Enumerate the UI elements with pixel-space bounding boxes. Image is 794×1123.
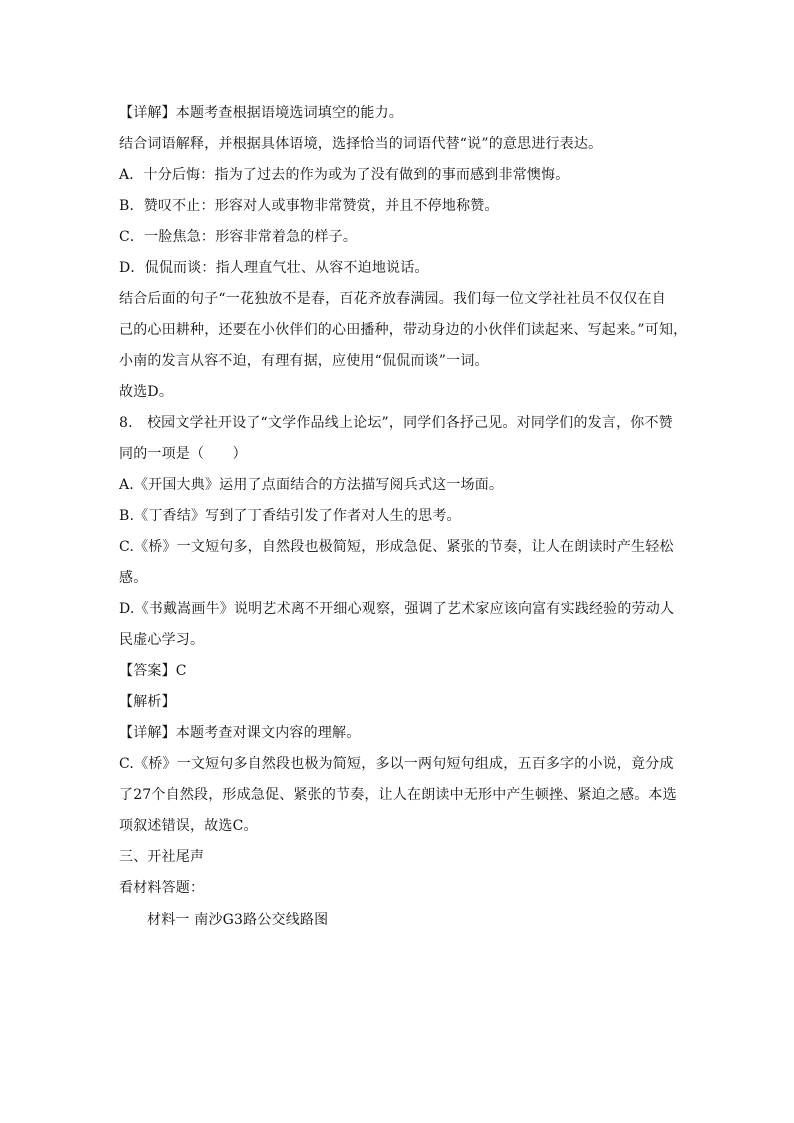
analysis-heading: 【解析】 — [119, 694, 176, 710]
material-title: 材料一 南沙G3路公交线路图 — [147, 912, 329, 928]
detail-heading-line: 【详解】本题考查根据语境选词填空的能力。 — [119, 105, 403, 121]
paragraph-line: 结合词语解释，并根据具体语境，选择恰当的词语代替“说”的意思进行表达。 — [119, 136, 603, 152]
option-c-line: 感。 — [119, 570, 148, 586]
explanation-line: C.《桥》一文短句多自然段也极为简短，多以一两句短句组成，五百多字的小说，竟分成 — [119, 756, 674, 772]
section-heading: 三、开社尾声 — [119, 849, 205, 865]
explanation-line: 项叙述错误，故选C。 — [119, 818, 258, 834]
option-d-line: D.《书戴嵩画牛》说明艺术离不开细心观察，强调了艺术家应该向富有实践经验的劳动人 — [119, 601, 675, 617]
option-a-line: A.《开国大典》运用了点面结合的方法描写阅兵式这一场面。 — [119, 477, 504, 493]
question-8-line: 8. 校园文学社开设了“文学作品线上论坛”，同学们各抒己见。对同学们的发言，你不赞 — [119, 415, 673, 431]
option-d-line: D．侃侃而谈：指人理直气壮、从容不迫地说话。 — [119, 260, 429, 276]
detail-heading-line: 【详解】本题考查对课文内容的理解。 — [119, 725, 361, 741]
paragraph-line: 己的心田耕种，还要在小伙伴们的心田播种，带动身边的小伙伴们读起来、写起来。”可知， — [119, 322, 688, 338]
option-c-line: C.《桥》一文短句多，自然段也极简短，形成急促、紧张的节奏，让人在朗读时产生轻松 — [119, 539, 674, 555]
option-a-line: A．十分后悔：指为了过去的作为或为了没有做到的事而感到非常懊悔。 — [119, 167, 570, 183]
option-b-line: B.《丁香结》写到了丁香结引发了作者对人生的思考。 — [119, 508, 461, 524]
option-d-line: 民虚心学习。 — [119, 632, 205, 648]
option-c-line: C．一脸焦急：形容非常着急的样子。 — [119, 229, 358, 245]
explanation-line: 了27个自然段，形成急促、紧张的节奏，让人在朗读中无形中产生顿挫、紧迫之感。本选 — [119, 787, 677, 803]
paragraph-line: 结合后面的句子“一花独放不是春，百花齐放春满园。我们每一位文学社社员不仅仅在自 — [119, 291, 666, 307]
answer-choice-line: 故选D。 — [119, 384, 174, 400]
paragraph-line: 小南的发言从容不迫，有理有据，应使用“侃侃而谈”一词。 — [119, 353, 489, 369]
option-b-line: B．赞叹不止：形容对人或事物非常赞赏，并且不停地称赞。 — [119, 198, 499, 214]
answer-line: 【答案】C — [119, 663, 187, 679]
instruction-line: 看材料答题： — [119, 880, 205, 896]
question-8-line: 同的一项是（ ） — [119, 446, 247, 462]
